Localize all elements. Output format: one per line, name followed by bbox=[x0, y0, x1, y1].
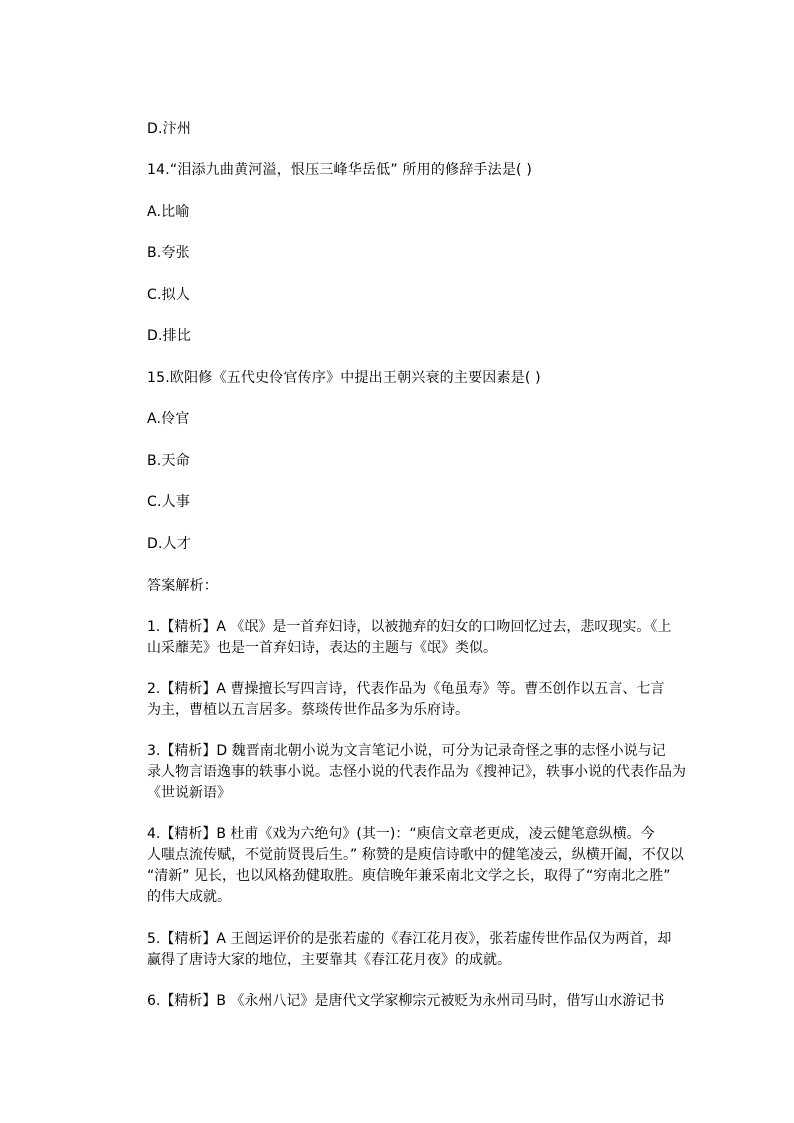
answer-3 bbox=[147, 741, 686, 804]
answer-5-line-2: 赢得了唐诗大家的地位，主要靠其《春江花月夜》的成就。 bbox=[147, 952, 511, 968]
q14-option-b: B.夸张 bbox=[147, 245, 190, 261]
q14-option-c: C.拟人 bbox=[147, 287, 191, 303]
answer-4 bbox=[147, 824, 684, 908]
answer-5 bbox=[147, 929, 677, 971]
q15-option-c: C.人事 bbox=[147, 494, 191, 510]
q15-stem: 15.欧阳修《五代史伶官传序》中提出王朝兴衰的主要因素是( ) bbox=[147, 370, 541, 386]
answer-4-line-1: 4.【精析】B 杜甫《戏为六绝句》(其一)：“庾信文章老更成，凌云健笔意纵横。今 bbox=[147, 826, 655, 842]
answer-5-line-1: 5.【精析】A 王闿运评价的是张若虚的《春江花月夜》，张若虚传世作品仅为两首，却 bbox=[147, 931, 672, 947]
answer-2-line-1: 2.【精析】A 曹操擅长写四言诗，代表作品为《龟虽寿》等。曹丕创作以五言、七言 bbox=[147, 681, 665, 697]
answer-1-line-1: 1.【精析】A 《氓》是一首弃妇诗，以被抛弃的妇女的口吻回忆过去，悲叹现实。《上 bbox=[147, 619, 672, 635]
answer-4-line-2: 人嗤点流传赋，不觉前贤畏后生。” 称赞的是庾信诗歌中的健笔凌云，纵横开阖，不仅以 bbox=[147, 847, 684, 863]
answer-4-line-3: “清新” 见长，也以风格劲健取胜。庾信晚年兼采南北文学之长，取得了“穷南北之胜” bbox=[147, 868, 671, 884]
answer-6-line-1: 6.【精析】B 《永州八记》是唐代文学家柳宗元被贬为永州司马时，借写山水游记书 bbox=[147, 993, 665, 1009]
answer-2-line-2: 为主，曹植以五言居多。蔡琰传世作品多为乐府诗。 bbox=[147, 702, 469, 718]
answer-3-line-2: 录人物言语逸事的轶事小说。志怪小说的代表作品为《搜神记》，轶事小说的代表作品为 bbox=[147, 764, 686, 780]
answers-heading: 答案解析： bbox=[147, 578, 218, 594]
q15-option-d: D.人才 bbox=[147, 536, 192, 552]
q14-option-a: A.比喻 bbox=[147, 204, 190, 220]
q15-option-a: A.伶官 bbox=[147, 411, 190, 427]
q14-stem: 14.“泪添九曲黄河溢，恨压三峰华岳低” 所用的修辞手法是( ) bbox=[147, 162, 532, 178]
q13-option-d: D.汴州 bbox=[147, 121, 192, 137]
answer-1-line-2: 山采蘼芜》也是一首弃妇诗，表达的主题与《氓》类似。 bbox=[147, 640, 497, 656]
answer-3-line-1: 3.【精析】D 魏晋南北朝小说为文言笔记小说，可分为记录奇怪之事的志怪小说与记 bbox=[147, 743, 666, 759]
answer-6 bbox=[147, 991, 677, 1012]
answer-3-line-3: 《世说新语》 bbox=[147, 785, 231, 801]
answer-4-line-4: 的伟大成就。 bbox=[147, 889, 231, 905]
q15-option-b: B.天命 bbox=[147, 453, 190, 469]
q14-option-d: D.排比 bbox=[147, 328, 192, 344]
answer-1 bbox=[147, 617, 677, 659]
answer-2 bbox=[147, 679, 677, 721]
